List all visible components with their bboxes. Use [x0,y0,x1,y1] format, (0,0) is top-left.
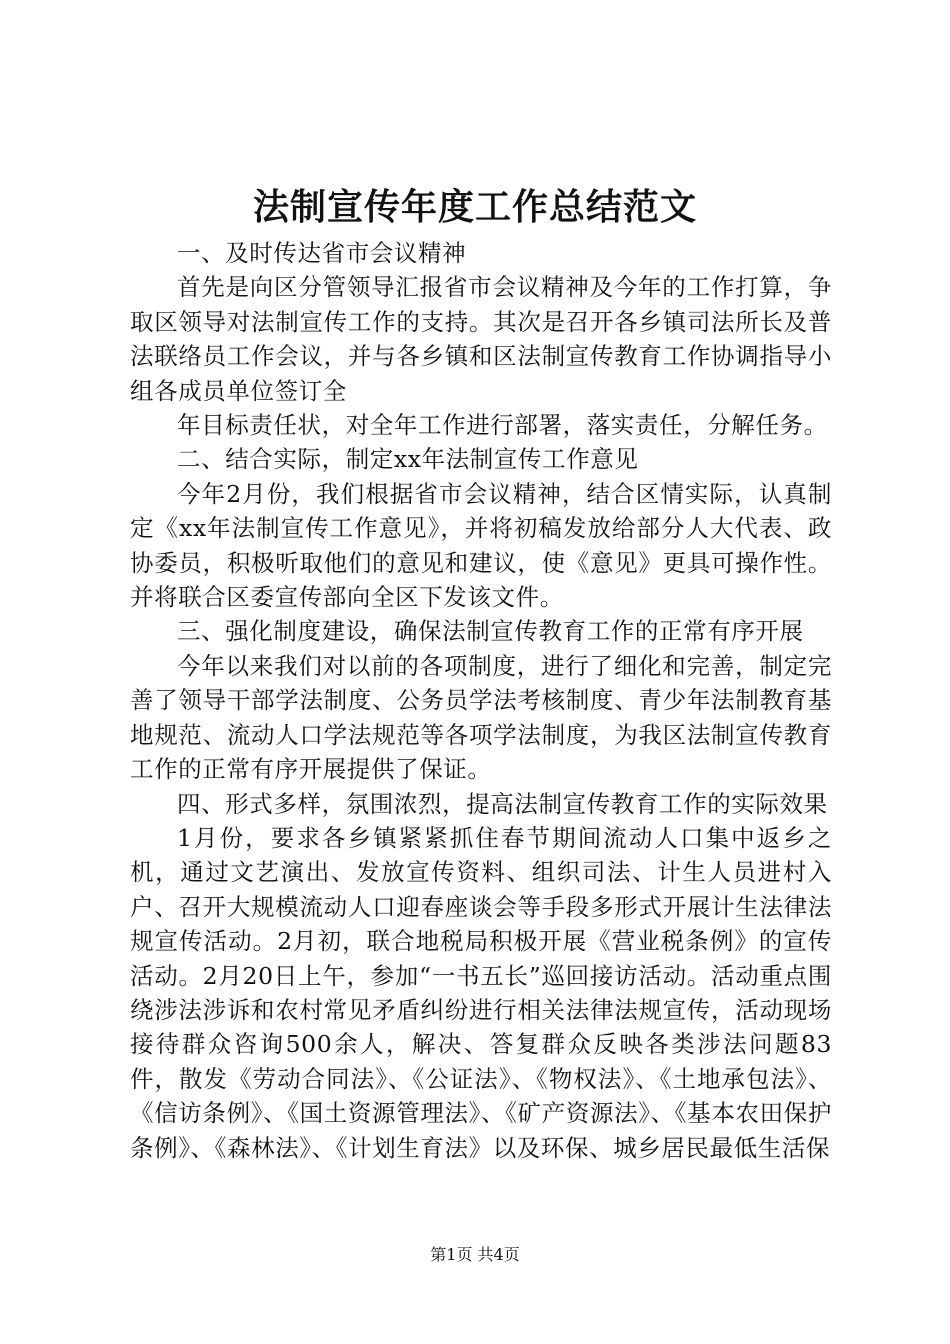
document-title: 法制宣传年度工作总结范文 [252,186,697,228]
section-heading-1: 一、及时传达省市会议精神 [177,239,467,267]
paragraph-2: 年目标责任状，对全年工作进行部署，落实责任，分解任务。 [177,411,828,440]
paragraph-5: 1月份，要求各乡镇紧紧抓住春节期间流动人口集中返乡之机，通过文艺演出、发放宣传资料、组织司法、计生人员进村入户、召开大规模流动人口迎春座谈会等手段多形式开展计生法律法规宣传活动。2月初，联合地税局积极开展《营业税条例》的宣传活动。2月20日上午，参加“一书五长”巡回接访活动。活动重点围绕涉法涉诉和农村常见矛盾纠纷进行相关法律法规宣传，活动现场接待群众咨询500余人，解决、答复群众反映各类涉法问题83件，散发《劳动合同法》、《公证法》、《物权法》、《土地承包法》、《信访条例》、《国土资源管理法》、《矿产资源法》、《基本农田保护条例》、《森林法》、《计划生育法》以及环保、城乡居民最低生活保 [130,823,832,1162]
page-footer: 第1页 共4页 [430,1245,520,1264]
paragraph-1: 首先是向区分管领导汇报省市会议精神及今年的工作打算，争取区领导对法制宣传工作的支持。其次是召开各乡镇司法所长及普法联络员工作会议，并与各乡镇和区法制宣传教育工作协调指导小组各成员单位签订全 [130,273,832,405]
paragraph-4: 今年以来我们对以前的各项制度，进行了细化和完善，制定完善了领导干部学法制度、公务员学法考核制度、青少年法制教育基地规范、流动人口学法规范等各项学法制度，为我区法制宣传教育工作的正常有序开展提供了保证。 [130,651,832,784]
paragraph-3: 今年2月份，我们根据省市会议精神，结合区情实际，认真制定《xx年法制宣传工作意见》，并将初稿发放给部分人大代表、政协委员，积极听取他们的意见和建议，使《意见》更具可操作性。并将联合区委宣传部向全区下发该文件。 [130,479,832,612]
section-heading-4: 四、形式多样，氛围浓烈，提高法制宣传教育工作的实际效果 [177,789,828,818]
section-heading-3: 三、强化制度建设，确保法制宣传教育工作的正常有序开展 [177,617,804,646]
section-heading-2: 二、结合实际，制定xx年法制宣传工作意见 [177,445,639,474]
document-body [130,236,832,1165]
